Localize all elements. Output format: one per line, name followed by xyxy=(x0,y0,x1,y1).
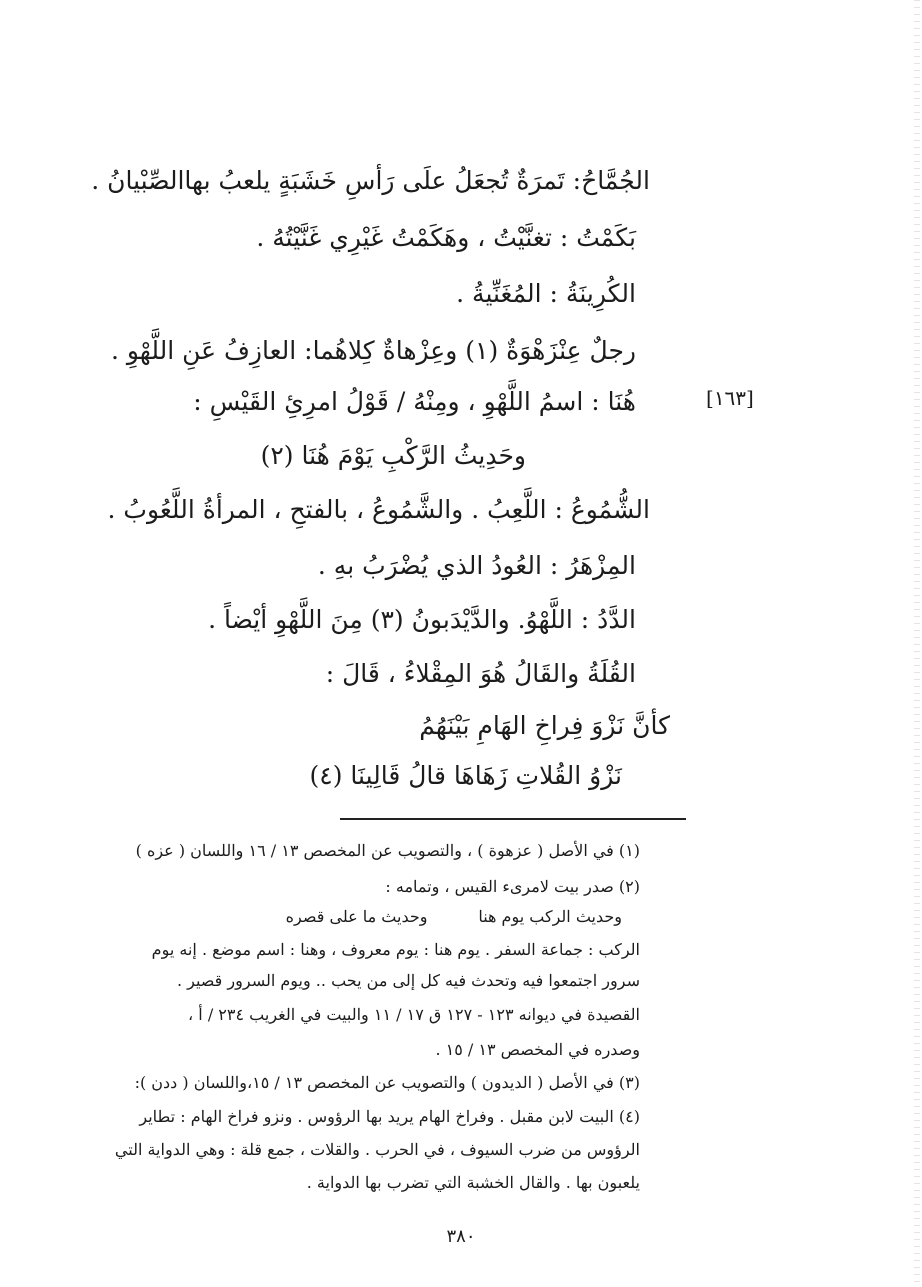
footnote-line: وصدره في المخصص ١٣ / ١٥ . xyxy=(435,1040,640,1059)
footnote-line: سرور اجتمعوا فيه وتحدث فيه كل إلى من يحب .. ويوم السرور قصير . xyxy=(176,971,640,990)
footnote-line: يلعبون بها . والقال الخشبة التي تضرب بها الدواية . xyxy=(306,1173,640,1192)
verse-line: كأنَّ نَزْوَ فِراخِ الهَامِ بَيْنَهُمُ xyxy=(419,711,670,740)
page-reference-marker: [١٦٣] xyxy=(706,386,754,410)
main-text-line: بَكَمْتُ : تغنَّيْتُ ، وهَكَمْتُ غَيْرِي غَنَّيْتُهُ . xyxy=(256,223,636,252)
main-text-line: الشُّمُوعُ : اللَّعِبُ . والشَّمُوعُ ، بالفتحِ ، المرأةُ اللَّعُوبُ . xyxy=(107,495,650,524)
footnote-line: الرؤوس من ضرب السيوف ، في الحرب . والقلات ، جمع قلة : وهي الدواية التي xyxy=(114,1140,640,1159)
footnote-line: (٤) البيت لابن مقبل . وفراخ الهام يريد بها الرؤوس . ونزو فراخ الهام : تطاير xyxy=(139,1107,640,1126)
main-text-line: رجلٌ عِنْزَهْوَةٌ (١) وعِزْهاةٌ كِلاهُما: العازِفُ عَنِ اللَّهْوِ . xyxy=(110,336,636,365)
footnote-line: (٢) صدر بيت لامرىء القيس ، وتمامه : xyxy=(385,877,640,896)
footnote-line: القصيدة في ديوانه ١٢٣ - ١٢٧ ق ١٧ / ١١ والبيت في الغريب ٢٣٤ / أ ، xyxy=(188,1005,640,1024)
footnote-line: (١) في الأصل ( عزهوة ) ، والتصويب عن المخصص ١٣ / ١٦ واللسان ( عزه ) xyxy=(135,841,640,860)
footnote-separator xyxy=(340,818,686,820)
footnote-line: (٣) في الأصل ( الديدون ) والتصويب عن المخصص ١٣ / ١٥،واللسان ( ددن ): xyxy=(134,1073,640,1092)
footnote-line: وحديث الركب يوم هنا وحديث ما على قصره xyxy=(285,907,622,926)
main-text-line: الكُرِينَةُ : المُغَنِّيةُ . xyxy=(456,279,636,308)
main-text-line: المِزْهَرُ : العُودُ الذي يُضْرَبُ بهِ . xyxy=(317,551,636,580)
main-text-line: الدَّدُ : اللَّهْوُ. والدَّيْدَبونُ (٣) مِنَ اللَّهْوِ أيْضاً . xyxy=(208,605,636,634)
footnote-line: الركب : جماعة السفر . يوم هنا : يوم معروف ، وهنا : اسم موضع . إنه يوم xyxy=(151,940,640,959)
main-text-line: وحَدِيثُ الرَّكْبِ يَوْمَ هُنَا (٢) xyxy=(260,441,526,470)
page-edge xyxy=(914,0,920,1287)
main-text-line: هُنَا : اسمُ اللَّهْوِ ، ومِنْهُ / قَوْلُ امرِئِ القَيْسِ : xyxy=(193,387,636,416)
main-text-line: القُلَةُ والقَالُ هُوَ المِقْلاءُ ، قَالَ : xyxy=(325,659,636,688)
main-text-line: الجُمَّاحُ: تَمرَةٌ تُجعَلُ علَى رَأسِ خَشَبَةٍ يلعبُ بهاالصِّبْيانُ . xyxy=(91,166,650,195)
verse-line: نَزْوُ القُلاتِ زَهَاهَا قالُ قَالِينَا (٤) xyxy=(309,761,622,790)
page-number: ٣٨٠ xyxy=(446,1226,476,1247)
